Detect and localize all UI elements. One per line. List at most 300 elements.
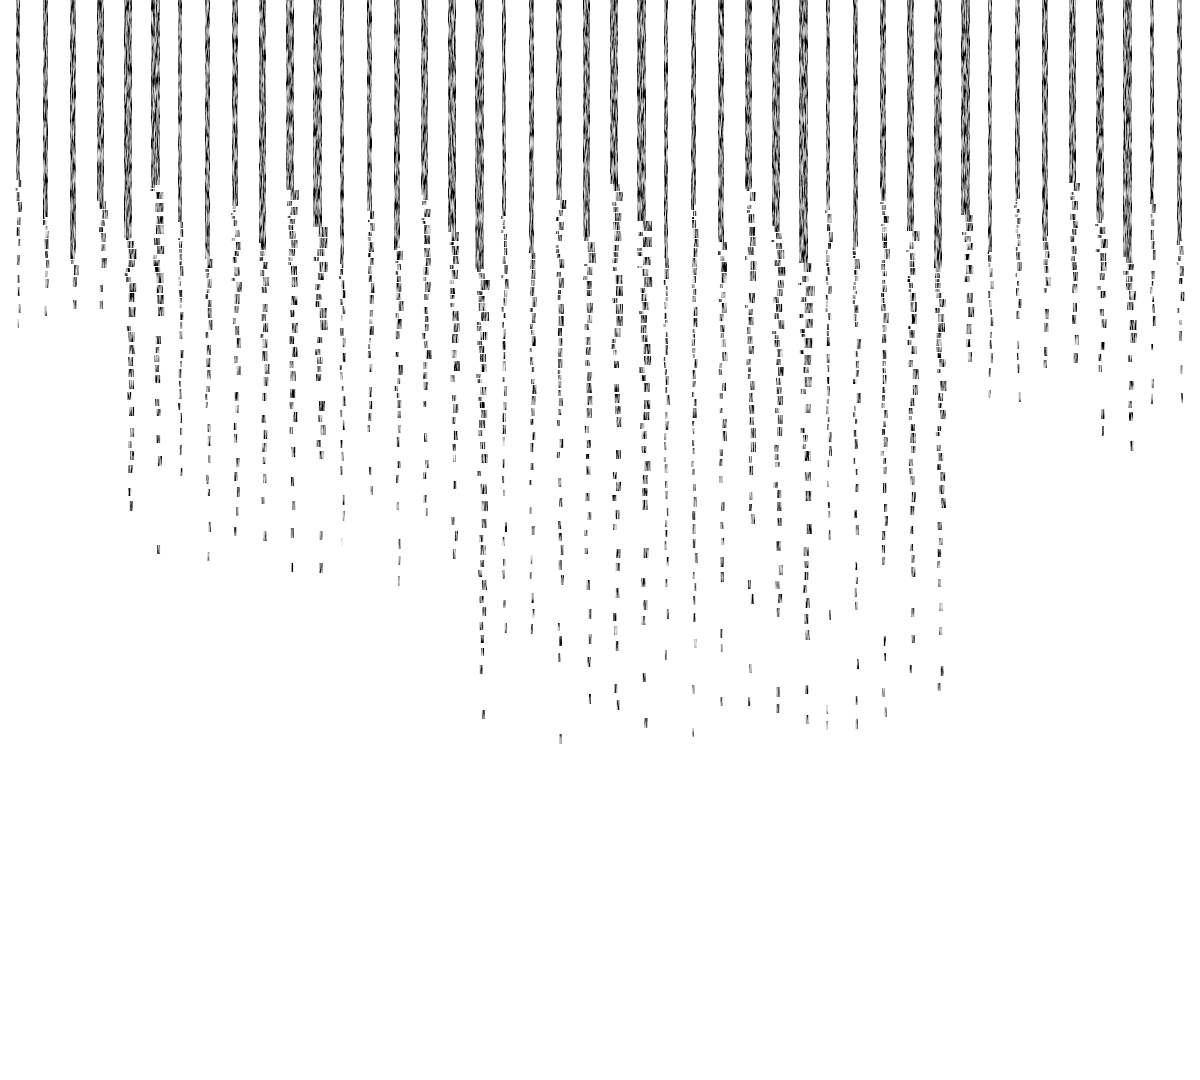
stripe-speckle (693, 318, 697, 327)
stripe-speckle (937, 549, 941, 557)
stripe-speckle (693, 539, 696, 548)
stripe-speckle (720, 325, 724, 332)
stripe-speckle (940, 472, 945, 481)
stripe-upper (799, 0, 808, 263)
stripe-speckle (911, 526, 914, 534)
stripe-speckle (643, 673, 646, 682)
stripe-speckle (559, 533, 562, 541)
stripe-speckle (748, 697, 750, 706)
stripe-speckle (43, 217, 45, 219)
stripe-upper (556, 0, 562, 200)
stripe-speckle (231, 213, 233, 215)
stripe-upper (97, 0, 104, 201)
stripe-upper (43, 0, 48, 217)
stripe-speckle (1019, 392, 1021, 402)
stripe-speckle (588, 512, 592, 520)
stripe-speckle (910, 544, 913, 551)
stripe-speckle (293, 412, 298, 422)
stripe-speckle (939, 627, 942, 635)
stripe-speckle (616, 286, 623, 296)
stripe-speckle (587, 383, 592, 393)
stripe-speckle (936, 268, 941, 272)
stripe-speckle (233, 206, 236, 209)
stripe-speckle (747, 327, 751, 334)
stripe-speckle (775, 408, 779, 413)
stripe-speckle (778, 594, 782, 603)
stripe-speckle (1151, 344, 1153, 350)
stripe-upper (988, 0, 992, 252)
stripe-speckle (18, 202, 22, 212)
stripe-speckle (340, 410, 342, 417)
stripe-speckle (396, 331, 400, 339)
stripe-speckle (665, 320, 667, 323)
stripe-speckle (262, 287, 267, 293)
stripe-speckle (503, 220, 505, 225)
stripe-speckle (587, 315, 592, 323)
stripe-speckle (854, 406, 856, 411)
stripe-speckle (644, 718, 647, 728)
stripe-speckle (964, 254, 969, 260)
stripe-speckle (694, 229, 699, 238)
stripe-speckle (237, 338, 241, 348)
stripe-speckle (290, 310, 295, 317)
stripe-speckle (126, 238, 130, 240)
stripe-speckle (883, 285, 887, 292)
stripe-speckle (180, 298, 182, 303)
stripe-speckle (397, 502, 399, 510)
stripe-speckle (776, 581, 780, 589)
stripe-speckle (801, 428, 805, 433)
stripe-speckle (45, 279, 48, 288)
stripe-speckle (938, 323, 945, 332)
stripe-speckle (802, 444, 806, 449)
stripe-speckle (907, 279, 910, 282)
stripe-speckle (910, 330, 915, 338)
stripe-speckle (719, 476, 722, 483)
stripe-speckle (667, 557, 669, 566)
stripe-speckle (1074, 353, 1078, 363)
stripe-speckle (369, 467, 371, 475)
stripe-speckle (827, 399, 829, 404)
stripe-speckle (722, 383, 726, 391)
stripe-speckle (826, 301, 828, 307)
stripe-speckle (642, 269, 648, 276)
stripe-speckle (749, 317, 754, 325)
stripe-speckle (857, 659, 859, 669)
stripe-speckle (180, 322, 182, 329)
stripe-speckle (561, 545, 564, 555)
stripe-speckle (665, 650, 667, 660)
stripe-speckle (292, 240, 298, 248)
stripe-speckle (503, 329, 506, 339)
stripe-speckle (154, 355, 159, 362)
stripe-speckle (692, 217, 694, 219)
stripe-speckle (665, 491, 667, 499)
stripe-speckle (368, 351, 371, 358)
stripe-speckle (800, 350, 804, 354)
stripe-speckle (939, 359, 945, 367)
stripe-speckle (368, 413, 371, 421)
stripe-speckle (613, 222, 619, 230)
stripe-speckle (154, 260, 160, 266)
stripe-speckle (153, 255, 157, 259)
stripe-speckle (1129, 291, 1136, 300)
stripe-speckle (208, 308, 212, 318)
stripe-speckle (882, 260, 885, 263)
stripe-upper (934, 0, 942, 268)
stripe-speckle (396, 475, 399, 483)
stripe-speckle (692, 370, 695, 379)
stripe-upper (1177, 0, 1182, 241)
stripe-speckle (751, 594, 754, 604)
stripe-speckle (480, 545, 485, 555)
stripe-speckle (777, 608, 780, 617)
stripe-speckle (423, 195, 428, 200)
stripe-speckle (451, 375, 455, 382)
stripe-speckle (501, 275, 503, 278)
stripe-speckle (694, 583, 696, 591)
stripe-speckle (1100, 253, 1106, 261)
stripe-speckle (531, 280, 534, 286)
stripe-speckle (692, 421, 694, 426)
stripe-speckle (718, 251, 721, 255)
stripe-speckle (343, 495, 345, 505)
stripe-speckle (694, 289, 697, 295)
stripe-speckle (909, 408, 913, 414)
stripe-speckle (102, 210, 108, 219)
stripe-speckle (180, 261, 182, 265)
stripe-speckle (720, 697, 722, 706)
stripe-speckle (776, 704, 779, 713)
stripe-speckle (369, 232, 372, 236)
stripe-speckle (558, 348, 562, 357)
stripe-speckle (317, 366, 321, 372)
stripe-speckle (235, 294, 240, 304)
stripe-speckle (532, 432, 535, 440)
stripe-speckle (370, 223, 374, 231)
stripe-speckle (827, 721, 828, 730)
stripe-speckle (586, 337, 591, 345)
stripe-speckle (639, 311, 643, 314)
stripe-speckle (482, 710, 485, 719)
stripe-speckle (909, 283, 913, 288)
stripe-speckle (480, 402, 485, 408)
stripe-speckle (368, 253, 371, 257)
stripe-speckle (237, 487, 240, 497)
stripe-speckle (263, 377, 268, 386)
stripe-speckle (315, 284, 320, 290)
stripe-speckle (289, 336, 294, 344)
stripe-speckle (259, 257, 263, 261)
stripe-speckle (369, 401, 372, 409)
stripe-speckle (805, 491, 811, 501)
stripe-speckle (343, 396, 346, 406)
stripe-speckle (665, 541, 667, 550)
stripe-speckle (503, 425, 506, 434)
stripe-speckle (421, 218, 424, 220)
stripe-speckle (968, 307, 974, 317)
stripe-speckle (18, 287, 20, 296)
stripe-speckle (398, 411, 401, 418)
stripe-speckle (156, 273, 163, 283)
stripe-speckle (481, 364, 487, 372)
stripe-speckle (262, 393, 266, 401)
stripe-speckle (692, 469, 694, 475)
stripe-speckle (236, 242, 241, 250)
stripe-speckle (1017, 234, 1020, 239)
stripe-speckle (804, 614, 808, 624)
stripe-upper (475, 0, 484, 269)
stripe-speckle (616, 549, 620, 558)
stripe-speckle (233, 220, 237, 226)
stripe-speckle (157, 246, 164, 254)
stripe-speckle (749, 492, 752, 500)
stripe-speckle (261, 243, 266, 250)
stripe-speckle (779, 565, 783, 575)
stripe-speckle (557, 420, 560, 426)
stripe-speckle (882, 403, 885, 408)
stripe-speckle (748, 580, 751, 589)
stripe-speckle (452, 246, 459, 255)
stripe-speckle (291, 266, 297, 275)
stripe-speckle (1017, 218, 1020, 224)
stripe-speckle (642, 302, 649, 310)
stripe-speckle (641, 325, 647, 333)
stripe-speckle (691, 205, 694, 210)
stripe-speckle (749, 504, 752, 511)
stripe-speckle (129, 283, 136, 292)
stripe-speckle (991, 317, 994, 326)
stripe-speckle (664, 433, 666, 440)
stripe-speckle (612, 258, 617, 263)
stripe-speckle (586, 347, 591, 355)
stripe-speckle (613, 524, 616, 530)
stripe-speckle (1016, 229, 1018, 233)
stripe-speckle (938, 393, 943, 401)
stripe-speckle (804, 547, 809, 556)
stripe-speckle (884, 437, 888, 447)
stripe-speckle (180, 413, 182, 423)
stripe-speckle (804, 263, 812, 272)
stripe-speckle (856, 469, 858, 475)
stripe-speckle (854, 510, 857, 518)
stripe-speckle (720, 629, 722, 638)
stripe-speckle (423, 362, 427, 369)
stripe-speckle (1044, 288, 1047, 293)
stripe-speckle (1096, 249, 1100, 252)
stripe-speckle (180, 266, 184, 276)
stripe-speckle (477, 341, 482, 345)
stripe-speckle (263, 474, 266, 483)
stripe-speckle (828, 502, 830, 508)
stripe-speckle (343, 338, 346, 347)
stripe-speckle (126, 277, 131, 282)
stripe-speckle (692, 511, 695, 520)
stripe-speckle (235, 392, 239, 401)
stripe-speckle (480, 354, 486, 362)
stripe-speckle (1099, 227, 1105, 234)
stripe-speckle (666, 297, 668, 301)
stripe-speckle (750, 271, 756, 281)
stripe-speckle (426, 508, 428, 516)
stripe-speckle (857, 393, 861, 403)
stripe-speckle (826, 263, 828, 266)
stripe-speckle (128, 357, 133, 366)
stripe-speckle (315, 349, 320, 355)
stripe-speckle (124, 273, 128, 276)
stripe-speckle (480, 442, 485, 449)
stripe-speckle (157, 295, 164, 304)
stripe-speckle (641, 616, 645, 625)
stripe-speckle (504, 248, 507, 255)
stripe-speckle (531, 270, 535, 279)
stripe-speckle (937, 464, 941, 470)
stripe-speckle (291, 477, 294, 486)
stripe-speckle (882, 211, 885, 215)
stripe-speckle (156, 336, 161, 344)
stripe-speckle (855, 259, 860, 269)
stripe-speckle (883, 467, 886, 474)
stripe-speckle (205, 394, 207, 400)
stripe-speckle (745, 256, 748, 260)
stripe-speckle (205, 294, 208, 299)
stripe-speckle (45, 226, 48, 230)
stripe-upper (151, 0, 160, 185)
stripe-speckle (911, 302, 917, 312)
stripe-speckle (664, 457, 666, 462)
stripe-upper (880, 0, 886, 194)
stripe-speckle (1153, 250, 1156, 260)
stripe-speckle (720, 408, 723, 413)
stripe-speckle (287, 201, 292, 206)
stripe-upper (664, 0, 668, 258)
stripe-speckle (774, 482, 778, 488)
stripe-speckle (693, 248, 697, 257)
stripe-speckle (774, 297, 779, 303)
stripe-speckle (644, 277, 652, 287)
stripe-speckle (989, 390, 991, 398)
stripe-speckle (557, 370, 560, 374)
stripe-speckle (1099, 365, 1102, 372)
stripe-speckle (936, 432, 940, 436)
stripe-speckle (910, 293, 915, 301)
stripe-speckle (692, 258, 696, 267)
stripe-speckle (586, 493, 590, 501)
stripe-speckle (664, 280, 666, 285)
stripe-speckle (1072, 315, 1076, 324)
stripe-speckle (829, 432, 832, 442)
stripe-speckle (774, 260, 780, 266)
stripe-speckle (343, 420, 345, 430)
stripe-speckle (967, 243, 973, 250)
stripe-speckle (101, 220, 105, 226)
stripe-speckle (396, 283, 401, 292)
stripe-speckle (341, 315, 343, 321)
stripe-speckle (883, 271, 887, 276)
stripe-speckle (532, 253, 536, 259)
stripe-speckle (504, 290, 507, 297)
stripe-speckle (800, 329, 805, 333)
stripe-speckle (291, 528, 294, 538)
stripe-speckle (883, 361, 886, 366)
stripe-speckle (693, 276, 696, 283)
stripe-speckle (856, 719, 858, 729)
stripe-speckle (828, 313, 831, 320)
stripe-speckle (616, 304, 623, 314)
stripe-speckle (1015, 273, 1017, 277)
stripe-speckle (45, 239, 49, 249)
stripe-speckle (531, 419, 534, 425)
stripe-speckle (368, 237, 371, 241)
stripe-speckle (482, 519, 487, 528)
stripe-speckle (1102, 426, 1104, 436)
stripe-speckle (616, 406, 621, 414)
stripe-speckle (558, 295, 561, 300)
stripe-speckle (664, 442, 666, 450)
stripe-speckle (288, 216, 291, 218)
stripe-speckle (236, 507, 238, 516)
stripe-speckle (452, 270, 458, 279)
stripe-speckle (936, 347, 941, 352)
stripe-speckle (17, 255, 20, 265)
stripe-speckle (884, 504, 887, 512)
stripe-speckle (882, 531, 885, 540)
stripe-speckle (1018, 262, 1022, 271)
stripe-speckle (721, 292, 725, 298)
stripe-speckle (424, 495, 427, 503)
stripe-speckle (855, 484, 858, 492)
stripe-speckle (45, 251, 48, 258)
stripe-speckle (129, 407, 134, 416)
stripe-speckle (692, 348, 695, 353)
stripe-speckle (100, 285, 103, 292)
stripe-speckle (1016, 252, 1020, 260)
stripe-upper (826, 0, 830, 210)
stripe-speckle (778, 267, 785, 276)
stripe-speckle (1015, 199, 1017, 201)
stripe-speckle (751, 514, 755, 524)
stripe-speckle (856, 361, 859, 368)
stripe-speckle (424, 209, 430, 217)
stripe-speckle (1177, 308, 1179, 313)
stripe-speckle (911, 433, 916, 443)
stripe-speckle (666, 579, 668, 587)
stripe-speckle (291, 207, 298, 215)
stripe-speckle (693, 296, 696, 302)
stripe-speckle (395, 261, 398, 263)
stripe-speckle (370, 310, 373, 317)
stripe-speckle (1152, 271, 1155, 279)
stripe-upper (637, 0, 646, 221)
stripe-speckle (721, 502, 724, 511)
stripe-speckle (558, 290, 561, 294)
stripe-speckle (424, 433, 427, 442)
stripe-speckle (1044, 347, 1047, 356)
stripe-speckle (586, 281, 591, 289)
stripe-speckle (665, 530, 667, 537)
stripe-speckle (913, 385, 918, 395)
stripe-speckle (827, 267, 830, 275)
stripe-speckle (829, 286, 832, 294)
stripe-speckle (479, 303, 486, 311)
stripe-speckle (451, 303, 455, 307)
stripe-speckle (1016, 247, 1018, 251)
stripe-speckle (504, 241, 507, 247)
stripe-speckle (805, 377, 812, 387)
stripe-speckle (426, 350, 431, 359)
stripe-upper (718, 0, 724, 242)
stripe-speckle (397, 437, 400, 447)
